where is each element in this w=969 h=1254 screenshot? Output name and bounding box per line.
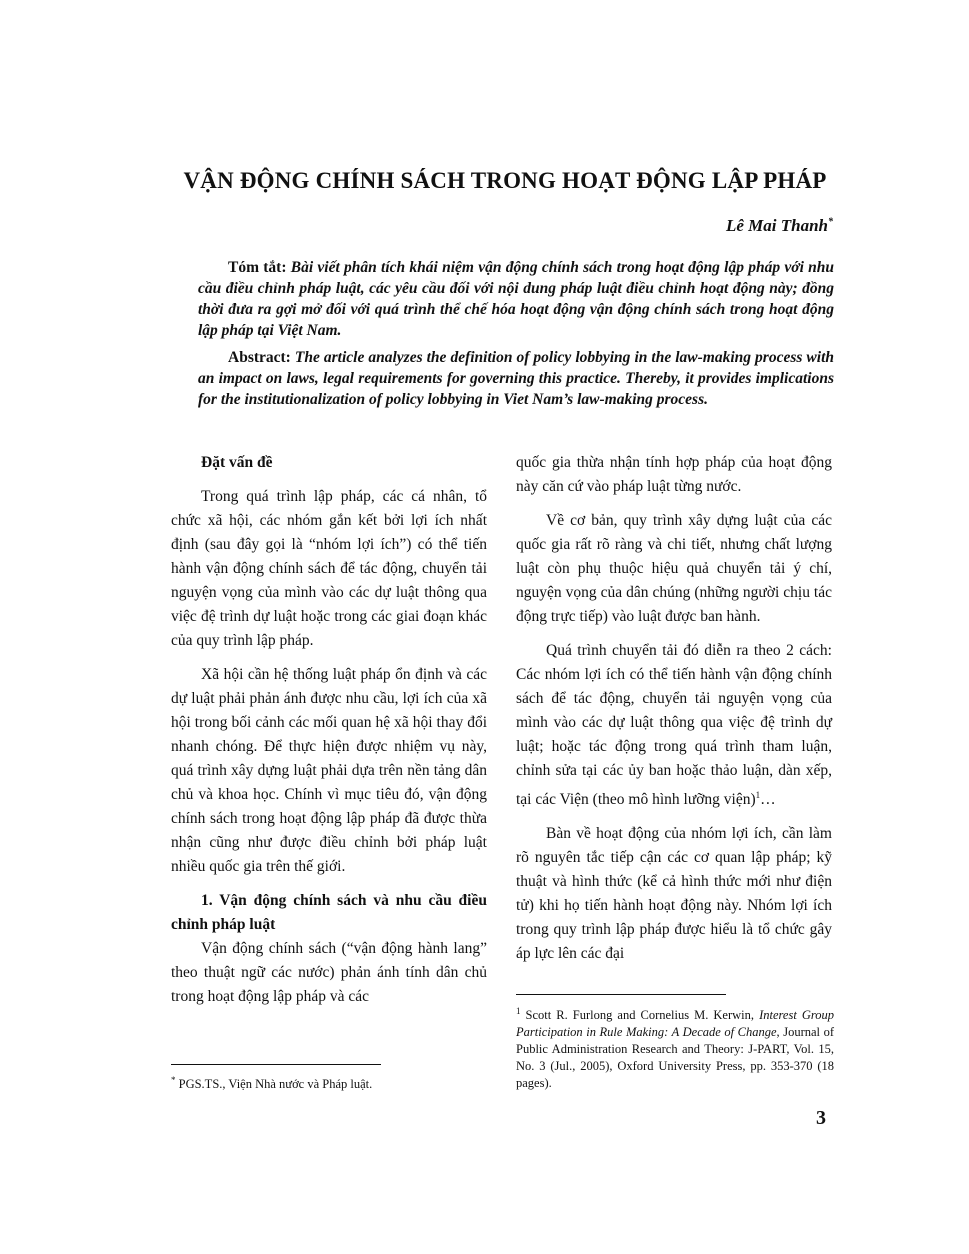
paragraph-text: Quá trình chuyển tải đó diễn ra theo 2 cách: Các nhóm lợi ích có thể tiến hành vận động chính sách để tác động, chuyển tải nguyện vọng của mình vào các dự luật thông qua việc đệ trình dự luật; hoặc tác động trong quá trình tham luận, chỉnh sửa tại các ủy ban hoặc thảo luận, dàn xếp, tại các Viện (theo mô hình lưỡng viện) (516, 642, 832, 809)
footnote-number: 1 (516, 1006, 521, 1016)
footnote-divider (171, 1064, 381, 1065)
footnote-mark: * (171, 1075, 176, 1085)
article-title: VẬN ĐỘNG CHÍNH SÁCH TRONG HOẠT ĐỘNG LẬP PHÁP (183, 168, 827, 193)
author-footnote-mark: * (828, 216, 833, 228)
author-name: Lê Mai Thanh (725, 216, 828, 235)
footnote-authors: Scott R. Furlong and Cornelius M. Kerwin, (525, 1008, 755, 1023)
footnote-book-title: Interest Group Participation in Rule Making: A Decade of Change (516, 1008, 835, 1040)
abstract-vi-label: Tóm tắt: (228, 259, 287, 276)
abstract-en-text: The article analyzes the definition of policy lobbying in the law-making process with an impact on laws, legal requirements for governing this practice. Thereby, it provides implications for the institutionalization of policy lobbying in Viet Nam’s law-making process. (198, 349, 835, 408)
footnote-reference[interactable]: 1 (755, 790, 761, 800)
abstract-english (198, 347, 834, 410)
section-heading-1: 1. Vận động chính sách và nhu cầu điều chỉnh pháp luật (171, 892, 487, 933)
footnote-1 (516, 1003, 834, 1092)
paragraph: Xã hội cần hệ thống luật pháp ổn định và các dự luật phải phản ánh được nhu cầu, lợi ích của xã hội trong bối cảnh các mối quan hệ xã hội thay đổi nhanh chóng. Để thực hiện được nhiệm vụ này, quá trình xây dựng luật phải dựa trên nền tảng dân chủ và khoa học. Chính vì mục tiêu đó, vận động chính sách trong hoạt động lập pháp đã được thừa nhận cũng như được điều chỉnh bởi pháp luật nhiều quốc gia trên thế giới. (171, 666, 487, 875)
page-number: 3 (816, 1107, 826, 1129)
footnote-divider (516, 994, 726, 995)
section-heading-intro: Đặt vấn đề (201, 454, 273, 471)
footnote-author (171, 1072, 491, 1093)
paragraph: Bàn về hoạt động của nhóm lợi ích, cần làm rõ nguyên tắc tiếp cận các cơ quan lập pháp; kỹ thuật và hình thức (kể cả hình thức mới như điện tử) khi họ tiến hành hoạt động này. Nhóm lợi ích trong quy trình lập pháp được hiểu là tổ chức gây áp lực lên các đại (516, 825, 832, 963)
paragraph (516, 639, 832, 812)
abstract-en-label: Abstract: (228, 349, 291, 366)
paragraph: Trong quá trình lập pháp, các cá nhân, tổ chức xã hội, các nhóm gắn kết bởi lợi ích nhất định (sau đây gọi là “nhóm lợi ích”) có thể tiến hành vận động chính sách để tác động, chuyển tải nguyện vọng của mình vào các dự luật thông qua việc đệ trình dự luật hoặc trong các giai đoạn khác của quy trình lập pháp. (171, 488, 487, 649)
footnote-text: PGS.TS., Viện Nhà nước và Pháp luật. (178, 1077, 373, 1092)
right-column (516, 451, 832, 966)
paragraph: Vận động chính sách (“vận động hành lang” theo thuật ngữ các nước) phản ánh tính dân chủ trong hoạt động lập pháp và các (171, 940, 487, 1005)
paragraph: Về cơ bản, quy trình xây dựng luật của các quốc gia rất rõ ràng và chi tiết, nhưng chất lượng luật còn phụ thuộc hiệu quả chuyển tải ý chí, nguyện vọng của dân chúng (những người chịu tác động trực tiếp) vào luật được ban hành. (516, 512, 832, 625)
footnote-citation: , Journal of Public Administration Research and Theory: J-PART, Vol. 15, No. 3 (Jul., 2005), Oxford University Press, pp. 353-370 (18 pages). (516, 1025, 834, 1091)
author-line (726, 216, 833, 236)
left-column (171, 451, 487, 1009)
abstract-vi-text: Bài viết phân tích khái niệm vận động chính sách trong hoạt động lập pháp với nhu cầu điều chỉnh pháp luật, các yêu cầu đối với nội dung pháp luật điều chỉnh hoạt động này; đồng thời đưa ra gợi mở đối với quá trình thể chế hóa hoạt động vận động chính sách trong hoạt động lập pháp tại Việt Nam. (198, 259, 834, 339)
paragraph-continued: quốc gia thừa nhận tính hợp pháp của hoạt động này căn cứ vào pháp luật từng nước. (516, 454, 832, 495)
paragraph-tail: … (760, 791, 776, 809)
abstract-vietnamese (198, 257, 834, 341)
